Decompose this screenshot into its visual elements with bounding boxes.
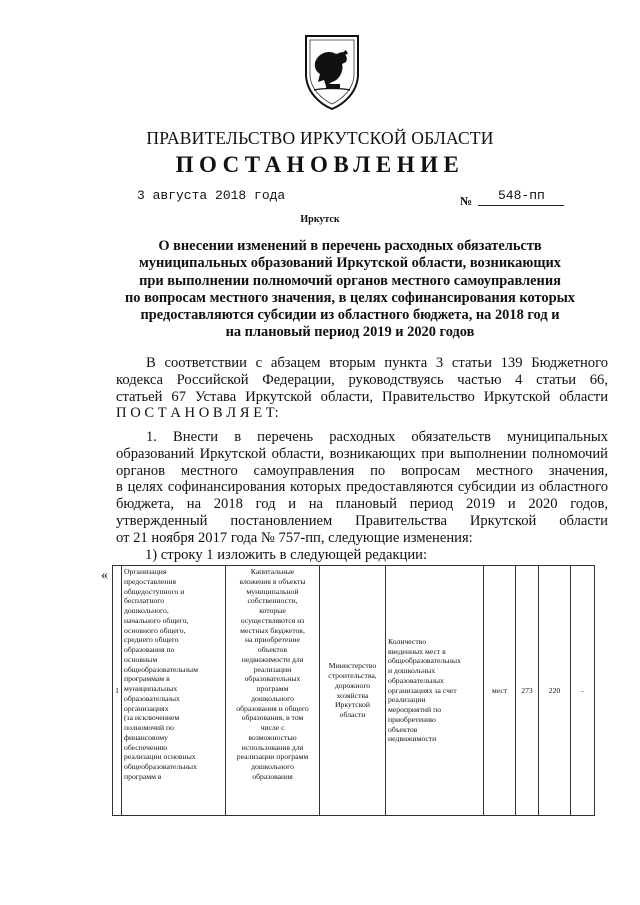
- title-line: при выполнении полномочий органов местного самоуправления: [139, 272, 561, 289]
- preamble-line: В соответствии с абзацем вторым пункта 3 статьи 139 Бюджетного: [146, 355, 608, 371]
- item-1-line: от 21 ноября 2017 года № 757-пп, следующие изменения:: [116, 529, 473, 546]
- government-name: ПРАВИТЕЛЬСТВО ИРКУТСКОЙ ОБЛАСТИ: [146, 128, 494, 148]
- city-name: Иркутск: [300, 214, 340, 225]
- title-line: О внесении изменений в перечень расходных обязательств: [158, 238, 542, 254]
- decree-date: 3 августа 2018 года: [137, 188, 286, 203]
- number-sign: №: [460, 194, 473, 208]
- indicator-cell: Количество введенных мест в общеобразовательных и дошкольных образовательных организациях за счет реализации мероприятий по приобретению объектов недвижимости: [386, 566, 484, 816]
- table-row: [113, 566, 595, 816]
- item-1-line: утвержденный постановлением Правительства Иркутской области: [116, 512, 608, 529]
- item-1-line: образований Иркутской области, возникающих при выполнении полномочий: [116, 445, 608, 462]
- obligation-cell: Организация предоставления общедоступного и бесплатного дошкольного, начального общего, основного общего, среднего общего образования по основным общеобразовательным программам в муниципальных образовательных организациях (за исключением полномочий по финансовому обеспечению реализации основных общеобразовательных программ в: [122, 566, 226, 816]
- item-1-line: органов местного самоуправления по вопросам местного значения,: [116, 462, 608, 479]
- title-line: по вопросам местного значения, в целях софинансирования которых: [124, 289, 575, 306]
- unit-cell: мест: [484, 566, 516, 816]
- value-2018-cell: 273: [516, 566, 539, 816]
- preamble-line: кодекса Российской Федерации, руководствуясь частью 4 статьи 66,: [116, 371, 608, 388]
- coat-of-arms-emblem: [296, 30, 368, 112]
- row-number: 1: [113, 566, 122, 816]
- subitem-1-text: 1) строку 1 изложить в следующей редакции:: [145, 547, 428, 563]
- expense-direction-cell: Капитальные вложения в объекты муниципальной собственности, которые осуществляются из местных бюджетов, на приобретение объектов недвижимости для реализации образовательных программ дошкольного образования и общего образования, в том числе с возможностью использования для реализации программ дошкольного образования: [226, 566, 320, 816]
- preamble-paragraph: [116, 355, 608, 422]
- decree-title: [100, 238, 600, 342]
- title-line: на плановый период 2019 и 2020 годов: [225, 324, 475, 341]
- title-line: муниципальных образований Иркутской области, возникающих: [138, 255, 562, 272]
- opening-quote-mark: «: [101, 568, 108, 583]
- document-type: ПОСТАНОВЛЕНИЕ: [175, 152, 465, 177]
- decree-number: 548-пп: [498, 188, 545, 203]
- value-2019-cell: 220: [539, 566, 571, 816]
- item-1-line: 1. Внести в перечень расходных обязательств муниципальных: [146, 429, 608, 445]
- title-line: предоставляются субсидии из областного бюджета, на 2018 год и: [140, 307, 560, 324]
- item-1-line: бюджета, на 2018 год и на плановый период 2019 и 2020 годов,: [116, 496, 608, 513]
- value-2020-cell: -: [571, 566, 595, 816]
- preamble-line: статьей 67 Устава Иркутской области, Правительство Иркутской области: [116, 388, 608, 405]
- number-underline: [478, 205, 564, 206]
- item-1-paragraph: [116, 429, 608, 547]
- obligations-table: [112, 565, 595, 816]
- item-1-line: в целях софинансирования которых предоставляются субсидии из областного: [116, 479, 608, 496]
- resolves-line: П О С Т А Н О В Л Я Е Т:: [116, 405, 279, 422]
- ministry-cell: Министерство строительства, дорожного хозяйства Иркутской области: [320, 566, 386, 816]
